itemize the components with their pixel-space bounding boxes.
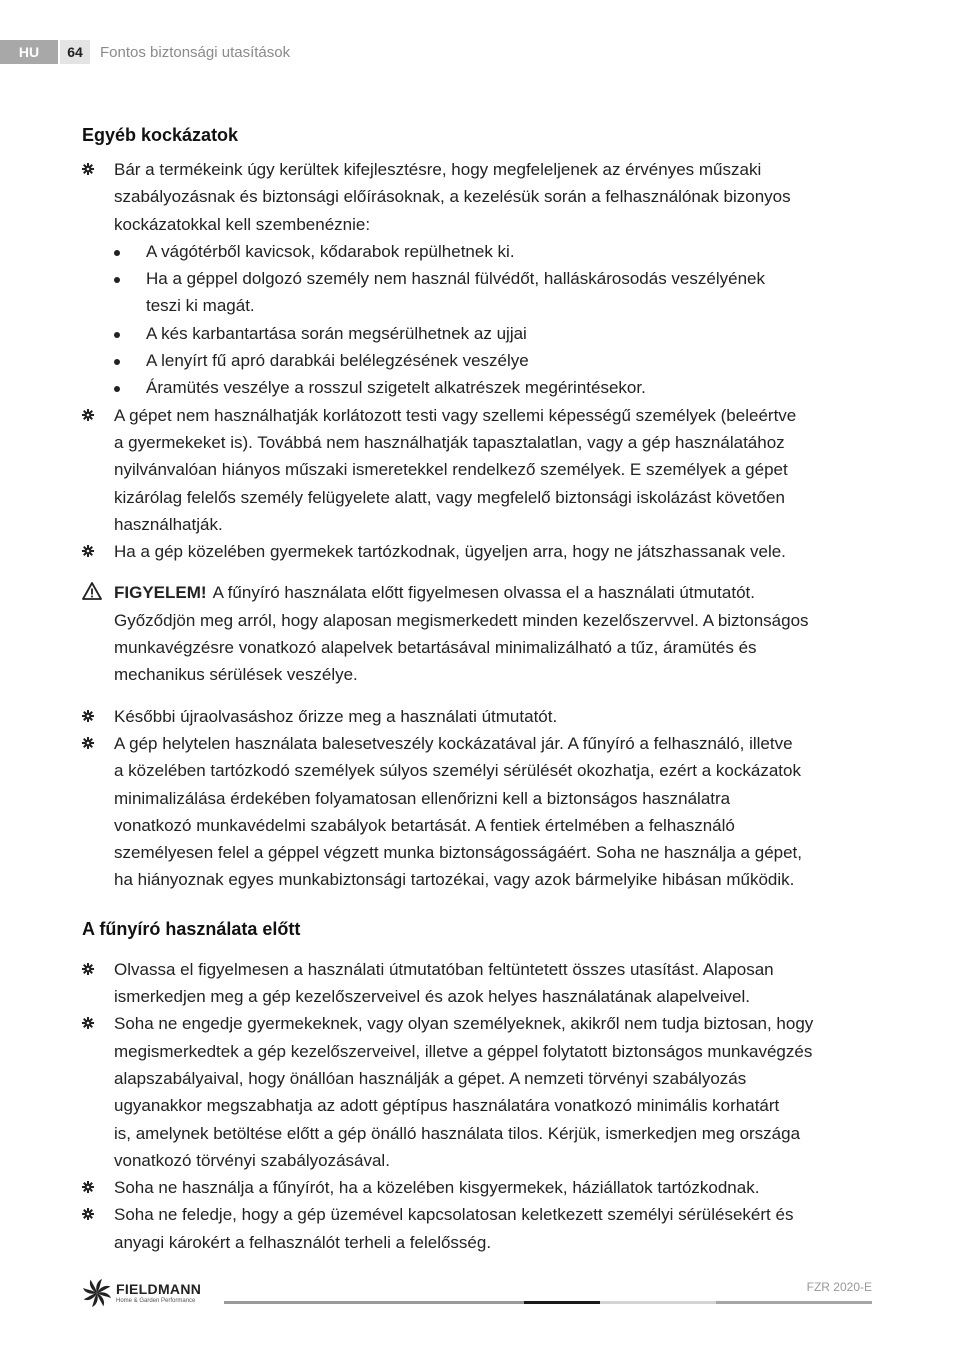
bullet-dot-icon xyxy=(114,359,120,365)
brand-tagline: Home & Garden Performance xyxy=(116,1297,196,1304)
text-line: ha hiányoznak egyes munkabiztonsági tartozékai, vagy azok bármelyike hibásan működik. xyxy=(114,870,795,890)
footer-bar-segment xyxy=(224,1301,524,1304)
gear-bullet-icon xyxy=(82,1017,94,1029)
gear-bullet-icon xyxy=(82,737,94,749)
text-line: A gép helytelen használata balesetveszély kockázatával jár. A fűnyíró a felhasználó, illetve xyxy=(114,733,793,753)
gear-bullet-icon xyxy=(82,545,94,557)
page-footer xyxy=(82,1278,872,1308)
footer-bar-segment xyxy=(524,1301,600,1304)
warning-label: FIGYELEM! xyxy=(114,583,207,603)
text-line: is, amelynek betöltése előtt a gép önálló használata tilos. Kérjük, ismerkedjen meg országa xyxy=(114,1123,801,1143)
text-line: ugyanakkor megszabhatja az adott géptípus használatára vonatkozó minimális korhatárt xyxy=(114,1096,780,1116)
gear-bullet-icon xyxy=(82,710,94,722)
text-line: Áramütés veszélye a rosszul szigetelt alkatrészek megérintésekor. xyxy=(146,378,646,398)
sub-list-item xyxy=(114,238,872,265)
warning-triangle-icon xyxy=(82,582,102,600)
text-line: vonatkozó törvényi szabályozásával. xyxy=(114,1150,390,1170)
text-line: a közelében tartózkodó személyek súlyos személyi sérülését okozhatja, ezért a kockázatok xyxy=(114,761,801,781)
gear-bullet-icon xyxy=(82,1208,94,1220)
list-item xyxy=(82,1010,872,1174)
text-line: a gyermekeket is). Továbbá nem használhatják tapasztalatlan, vagy a gép használatához xyxy=(114,432,785,452)
safety-list xyxy=(82,703,872,894)
bullet-dot-icon xyxy=(114,277,120,283)
list-item xyxy=(82,730,872,894)
text-line: Ha a géppel dolgozó személy nem használ fülvédőt, halláskárosodás veszélyének xyxy=(146,269,765,289)
sub-list-item xyxy=(114,374,872,401)
warning-first-line: A fűnyíró használata előtt figyelmesen olvassa el a használati útmutatót. xyxy=(212,583,755,603)
text-line: kockázatokkal kell szembenéznie: xyxy=(114,214,371,234)
list-item xyxy=(82,1201,872,1256)
text-line: vonatkozó munkavédelmi szabályok betartását. A fentiek értelmében a felhasználó xyxy=(114,815,735,835)
footer-bar-segment xyxy=(716,1301,872,1304)
text-line: munkavégzésre vonatkozó alapelvek betartásával minimalizálható a tűz, áramütés és xyxy=(114,638,757,658)
footer-bar-segment xyxy=(600,1301,716,1304)
text-line: A kés karbantartása során megsérülhetnek az ujjai xyxy=(146,323,527,343)
list-item xyxy=(82,956,872,1011)
sub-list-item xyxy=(114,347,872,374)
fan-logo-icon xyxy=(82,1278,112,1308)
text-line: teszi ki magát. xyxy=(146,296,255,316)
page-header xyxy=(0,40,290,64)
text-line: megismerkedtek a gép kezelőszerveivel, illetve a géppel folytatott biztonságos munkavégzés xyxy=(114,1041,813,1061)
list-item xyxy=(82,703,872,730)
text-line: alapszabályaival, hogy önállóan használják a gépet. A nemzeti törvényi szabályozás xyxy=(114,1068,747,1088)
list-item xyxy=(82,156,872,238)
list-item xyxy=(82,1174,872,1201)
header-title: Fontos biztonsági utasítások xyxy=(100,43,291,61)
list-item xyxy=(82,402,872,538)
text-line: Későbbi újraolvasáshoz őrizze meg a használati útmutatót. xyxy=(114,706,558,726)
text-line: Bár a termékeink úgy kerültek kifejlesztésre, hogy megfeleljenek az érvényes műszaki xyxy=(114,160,762,179)
text-line: mechanikus sérülések veszélye. xyxy=(114,665,358,685)
text-line: Soha ne engedje gyermekeknek, vagy olyan személyeknek, akikről nem tudja biztosan, hogy xyxy=(114,1014,814,1034)
sub-list-item xyxy=(114,320,872,347)
section-title-before-use: A fűnyíró használata előtt xyxy=(82,918,301,939)
warning-block xyxy=(82,579,872,688)
text-line: A lenyírt fű apró darabkái belélegzésének veszélye xyxy=(146,351,529,371)
text-line: Ha a gép közelében gyermekek tartózkodnak, ügyeljen arra, hogy ne játszhassanak vele. xyxy=(114,542,786,562)
text-line: kizárólag felelős személy felügyelete alatt, vagy megfelelő biztonsági iskolázást követően xyxy=(114,487,785,507)
bullet-dot-icon xyxy=(114,386,120,392)
text-line: A gépet nem használhatják korlátozott testi vagy szellemi képességű személyek (beleértve xyxy=(114,405,797,425)
gear-bullet-icon xyxy=(82,163,94,175)
bullet-dot-icon xyxy=(114,332,120,338)
language-badge: HU xyxy=(0,40,58,64)
risk-list-continued xyxy=(82,402,872,566)
main-content xyxy=(82,122,872,1256)
text-line: Olvassa el figyelmesen a használati útmutatóban feltüntetett összes utasítást. Alaposan xyxy=(114,959,774,979)
gear-bullet-icon xyxy=(82,409,94,421)
risk-sub-list xyxy=(82,238,872,402)
text-line: Győződjön meg arról, hogy alaposan megismerkedett minden kezelőszervvel. A biztonságos xyxy=(114,610,809,630)
text-line: ismerkedjen meg a gép kezelőszerveivel és azok helyes használatának alapelveivel. xyxy=(114,987,750,1007)
risk-list xyxy=(82,156,872,238)
text-line: szabályozásnak és biztonsági előírásoknak, a kezelésük során a felhasználónak bizonyos xyxy=(114,187,791,207)
model-number: FZR 2020-E xyxy=(806,1280,872,1294)
sub-list-item xyxy=(114,265,872,320)
text-line: anyagi károkért a felhasználót terheli a felelősség. xyxy=(114,1232,492,1252)
text-line: nyilvánvalóan hiányos műszaki ismeretekkel rendelkező személyek. E személyek a gépet xyxy=(114,460,788,480)
text-line: Soha ne feledje, hogy a gép üzemével kapcsolatosan keletkezett személyi sérülésekért és xyxy=(114,1205,794,1225)
logo-text xyxy=(116,1282,201,1305)
text-line: személyesen felel a géppel végzett munka biztonságosságáért. Soha ne használja a gépet, xyxy=(114,843,803,863)
bullet-dot-icon xyxy=(114,250,120,256)
text-line: használhatják. xyxy=(114,514,223,534)
text-line: A vágótérből kavicsok, kődarabok repülhetnek ki. xyxy=(146,241,515,261)
list-item xyxy=(82,538,872,565)
text-line: Soha ne használja a fűnyírót, ha a közelében kisgyermekek, háziállatok tartózkodnak. xyxy=(114,1178,760,1198)
text-line xyxy=(114,579,872,606)
section-title-other-risks: Egyéb kockázatok xyxy=(82,125,239,145)
gear-bullet-icon xyxy=(82,963,94,975)
brand-name: FIELDMANN xyxy=(116,1280,202,1297)
before-use-list xyxy=(82,956,872,1256)
gear-bullet-icon xyxy=(82,1181,94,1193)
text-line: minimalizálása érdekében folyamatosan ellenőrizni kell a biztonságos használatra xyxy=(114,788,731,808)
brand-logo xyxy=(82,1278,222,1308)
page-number: 64 xyxy=(60,40,90,64)
